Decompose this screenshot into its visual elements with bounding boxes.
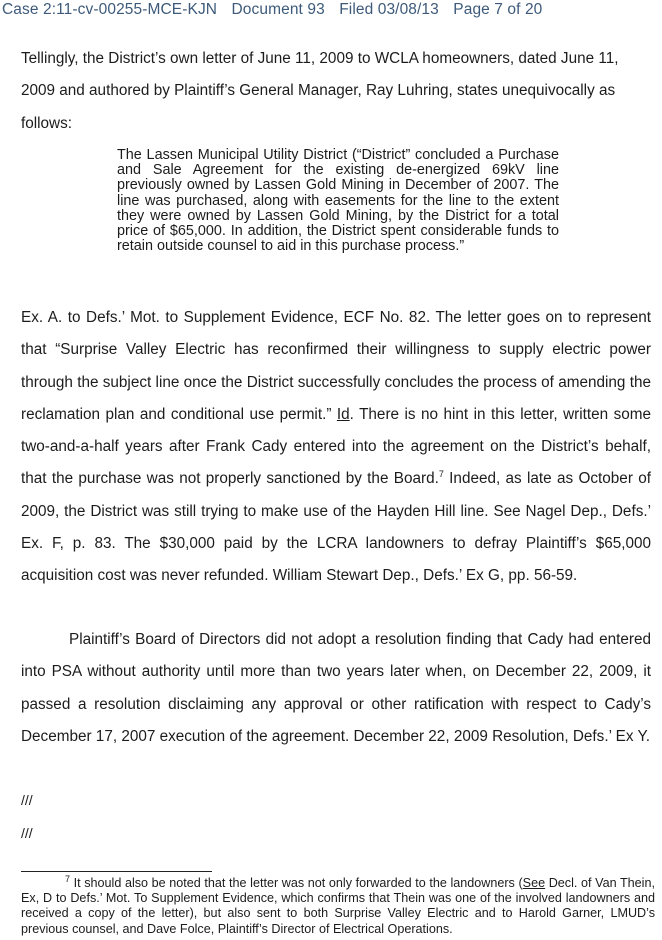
paragraph-board-resolution-text: Plaintiff’s Board of Directors did not adopt a resolution finding that Cady had entered into PSA without authority until more than two years later when, on December 22, 2009, it passed a resolution disclaiming any approval or other ratification with respect to Cady’s December 17, 2007 execution of the agreement. December 22, 2009 Resolution, Defs.’ Ex Y. <box>21 631 651 745</box>
page-number: Page 7 of 20 <box>453 1 543 18</box>
see-signal: See <box>522 876 546 890</box>
block-quote: The Lassen Municipal Utility District (“District” concluded a Purchase and Sale Agreement for the existing de-energized 69kV line previously owned by Lassen Gold Mining in December of 2007. The line was purchased, along with easements for the line to the extent they were owned by Lassen Gold Mining, by the District for a total price of $65,000. In addition, the District spent considerable funds to retain outside counsel to aid in this purchase process.” <box>117 147 559 255</box>
footnote-divider <box>21 871 212 872</box>
filed-date: Filed 03/08/13 <box>339 1 439 18</box>
continuation-mark: /// <box>21 792 33 808</box>
text-segment: It should also be noted that the letter was not only forwarded to the landowners ( <box>70 876 523 890</box>
text-segment: Ex. A. to Defs.’ Mot. to Supplement Evidence, ECF No. 82. The letter goes on to represent that “Surprise Valley Electric has reconfirmed their willingness to supply electric power through the subject line once the District successfully concludes the process of amending the reclamation plan and conditional use permit.” <box>21 309 651 423</box>
text-segment: Decl. of Van Thein, Ex, D to Defs.’ Mot. To Supplement Evidence, which confirms that Thein was one of the involved landowners and received a copy of the letter), but also sent to both Surprise Valley Electric and to Harold Garner, LMUD’s previous counsel, and Dave Folce, Plaintiff’s Director of Electrical Operations. <box>21 876 655 936</box>
id-citation: Id <box>336 405 350 423</box>
text-segment: Indeed, as late as October of 2009, the District was still trying to make use of the Hayden Hill line. See Nagel Dep., Defs.’ Ex. F, p. 83. The $30,000 paid by the LCRA landowners to defray Plaintiff’s $65,000 acquisition cost was never refunded. William Stewart Dep., Defs.’ Ex G, pp. 56-59. <box>21 470 651 585</box>
paragraph-letter-analysis <box>21 302 651 593</box>
continuation-mark: /// <box>21 825 33 841</box>
paragraph-board-resolution <box>21 624 651 753</box>
footnote-number: 7 <box>65 873 71 884</box>
paragraph-intro <box>21 43 651 140</box>
text-segment: . There is no hint in this letter, written some two-and-a-half years after Frank Cady entered into the agreement on the District’s behalf, that the purchase was not properly sanctioned by the Board. <box>21 405 651 488</box>
document-number: Document 93 <box>231 1 325 18</box>
footnote-text <box>21 873 655 937</box>
case-header <box>2 1 642 23</box>
case-number: Case 2:11-cv-00255-MCE-KJN <box>2 1 218 18</box>
paragraph-letter-analysis-text <box>21 302 651 593</box>
footnote <box>21 873 655 937</box>
paragraph-intro-text: Tellingly, the District’s own letter of June 11, 2009 to WCLA homeowners, dated June 11, 2009 and authored by Plaintiff’s General Manager, Ray Luhring, states unequivocally as follows: <box>21 50 619 132</box>
footnote-reference: 7 <box>438 469 444 480</box>
